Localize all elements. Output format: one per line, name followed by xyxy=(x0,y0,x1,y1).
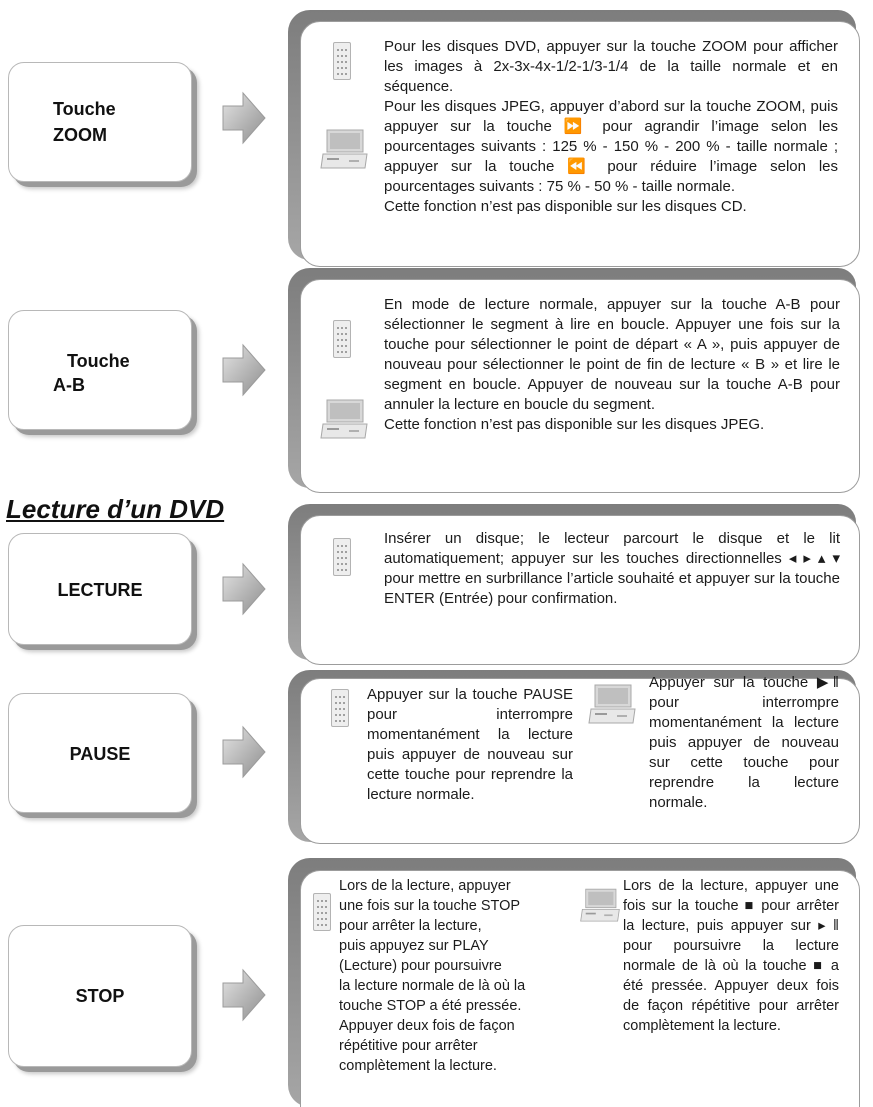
portable-dvd-player-icon xyxy=(319,398,369,442)
stop-left-line: une fois sur la touche STOP xyxy=(339,898,521,914)
label-ab-line2: A-B xyxy=(53,375,85,395)
stop-left-line: répétitive pour arrêter xyxy=(339,1038,478,1054)
ab-paragraph-main: En mode de lecture normale, appuyer sur la touche A-B pour sélectionner le segment à lire en boucle. Appuyer une fois sur la touche pour sélectionner le point de départ « A », puis appuyer de nouveau pour sélectionner le point de fin de lecture « B » et lire le segment en boucle. Appuyer de nouveau sur la touche A-B pour annuler la lecture en boucle du segment. xyxy=(384,296,840,413)
zoom-paragraph-cd: Cette fonction n’est pas disponible sur les disques CD. xyxy=(384,198,747,215)
label-zoom xyxy=(8,62,192,182)
lecture-paragraph: Insérer un disque; le lecteur parcourt le disque et le lit automatiquement; appuyer sur les touches directionnelles ◂ ▸ ▴ ▾ pour mettre en surbrillance l’article souhaité et appuyer sur la touche ENTER (Entrée) pour confirmation. xyxy=(384,530,840,607)
stop-left-line: (Lecture) pour poursuivre xyxy=(339,958,502,974)
arrow-right-icon xyxy=(221,343,267,397)
remote-control-icon xyxy=(333,42,351,80)
label-stop-line1: STOP xyxy=(75,986,125,1006)
pause-right-description: Appuyer sur la touche ▶‖ pour interrompre momentanément la lecture puis appuyer de nouveau sur cette touche pour reprendre la lecture normale. xyxy=(649,674,839,811)
stop-left-line: touche STOP a été pressée. xyxy=(339,998,522,1014)
arrow-right-icon xyxy=(221,968,267,1022)
ab-paragraph-jpeg: Cette fonction n’est pas disponible sur les disques JPEG. xyxy=(384,416,765,433)
label-ab-line1: Touche xyxy=(67,351,130,371)
remote-control-icon xyxy=(313,893,331,931)
zoom-paragraph-jpeg: Pour les disques JPEG, appuyer d’abord sur la touche ZOOM, puis appuyer sur la touche ⏩ pour agrandir l’image selon les pourcentages suivants : 125 % - 150 % - 200 % - taille normale ; appuyer sur la touche ⏪ pour réduire l’image selon les pourcentages suivants : 75 % - 50 % - taille normale. xyxy=(384,98,838,195)
stop-left-line: puis appuyez sur PLAY xyxy=(339,938,489,954)
arrow-right-icon xyxy=(221,91,267,145)
lecture-description xyxy=(384,529,840,609)
stop-left-line: la lecture normale de là où la xyxy=(339,978,526,994)
portable-dvd-player-icon xyxy=(319,128,369,172)
label-zoom-line1: Touche xyxy=(53,99,116,119)
stop-left-line: Lors de la lecture, appuyer xyxy=(339,878,511,894)
panel-lecture xyxy=(288,504,863,666)
stop-left-line: complètement la lecture. xyxy=(339,1058,497,1074)
pause-left-description: Appuyer sur la touche PAUSE pour interrompre momentanément la lecture puis appuyer de nouveau sur cette touche pour reprendre la lecture normale. xyxy=(367,686,573,803)
remote-control-icon xyxy=(331,689,349,727)
zoom-description xyxy=(384,37,838,217)
portable-dvd-player-icon xyxy=(579,887,621,925)
ab-description xyxy=(384,295,840,435)
panel-pause xyxy=(288,670,863,850)
label-zoom-line2: ZOOM xyxy=(53,125,107,145)
remote-control-icon xyxy=(333,320,351,358)
panel-ab xyxy=(288,268,863,493)
remote-control-icon xyxy=(333,538,351,576)
portable-dvd-player-icon xyxy=(587,683,637,727)
label-pause-line1: PAUSE xyxy=(69,744,131,764)
stop-left-line: Appuyer deux fois de façon xyxy=(339,1018,515,1034)
panel-zoom xyxy=(288,10,863,268)
arrow-right-icon xyxy=(221,562,267,616)
panel-stop xyxy=(288,858,863,1107)
stop-right-description: Lors de la lecture, appuyer une fois sur la touche ■ pour arrêter la lecture, puis appuyer sur ▸ ‖ pour poursuivre la lecture normale de là où la touche ■ a été pressée. Appuyer deux fois de façon répétitive pour arrêter complètement la lecture. xyxy=(623,878,839,1034)
label-lecture xyxy=(8,533,192,645)
arrow-right-icon xyxy=(221,725,267,779)
stop-left-description xyxy=(339,876,589,1076)
zoom-paragraph-dvd: Pour les disques DVD, appuyer sur la touche ZOOM pour afficher les images à 2x-3x-4x-1/2-1/3-1/4 de la taille normale et en séquence. xyxy=(384,38,838,95)
label-stop xyxy=(8,925,192,1067)
label-ab xyxy=(8,310,192,430)
label-lecture-line1: LECTURE xyxy=(57,580,143,600)
stop-left-line: pour arrêter la lecture, xyxy=(339,918,482,934)
label-pause xyxy=(8,693,192,813)
section-title: Lecture d’un DVD xyxy=(6,494,225,524)
